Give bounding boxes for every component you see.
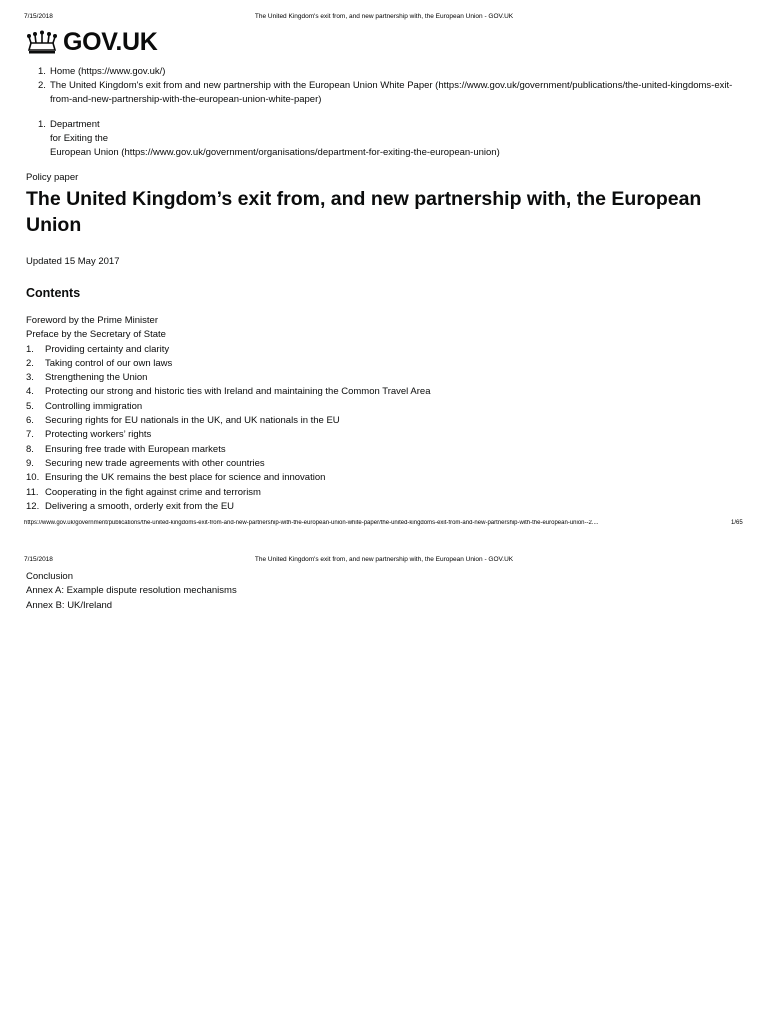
breadcrumb [38,65,748,107]
print-header [0,13,768,23]
contents-item[interactable] [26,500,726,514]
contents-item[interactable] [26,471,726,485]
contents-item[interactable] [26,443,726,457]
contents-heading: Contents [26,286,81,300]
contents-link[interactable]: Controlling immigration [45,400,143,412]
contents-number: 2. [26,357,34,369]
contents-item[interactable] [26,414,726,428]
print-title: The United Kingdom's exit from, and new partnership with, the European Union - GOV.UK [254,556,514,563]
organisation-link[interactable] [50,119,500,158]
contents-number: 7. [26,429,34,441]
contents-link-annex-a[interactable]: Annex A: Example dispute resolution mechanisms [26,585,237,597]
organisation-line-2: for Exiting the [50,133,109,144]
contents-number: 3. [26,372,34,384]
contents-item[interactable] [26,385,726,399]
contents-list-continued [26,570,237,613]
contents-link[interactable]: Providing certainty and clarity [45,343,170,355]
contents-number: 6. [26,415,34,427]
breadcrumb-number: 1. [38,66,46,77]
contents-link-annex-b[interactable]: Annex B: UK/Ireland [26,599,113,611]
contents-number: 11. [26,486,39,498]
organisation-line-3: European Union (https://www.gov.uk/government/organisations/department-for-exiting-the-european-union) [50,147,500,158]
contents-link-preface[interactable]: Preface by the Secretary of State [26,329,166,341]
contents-item[interactable] [26,486,726,500]
contents-item[interactable] [26,428,726,442]
contents-link[interactable]: Taking control of our own laws [45,357,173,369]
contents-item[interactable] [26,343,726,357]
contents-link[interactable]: Cooperating in the fight against crime and terrorism [45,486,261,498]
breadcrumb-item-home[interactable] [38,65,748,79]
contents-number: 12. [26,500,40,512]
contents-link[interactable]: Delivering a smooth, orderly exit from the EU [45,500,235,512]
print-url: https://www.gov.uk/government/publications/the-united-kingdoms-exit-from-and-new-partnership-with-the-european-union-white-paper/the-united-kingdoms-exit-from-and-new-partnership-with-the-european-union--2.... [24,520,599,526]
contents-link[interactable]: Securing rights for EU nationals in the UK, and UK nationals in the EU [45,415,340,427]
contents-link-conclusion[interactable]: Conclusion [26,571,73,582]
contents-number: 10. [26,472,40,484]
contents-link[interactable]: Ensuring the UK remains the best place for science and innovation [45,472,326,484]
contents-item[interactable] [26,400,726,414]
contents-number: 4. [26,386,34,398]
contents-item[interactable] [26,357,726,371]
organisation-number: 1. [38,119,46,130]
breadcrumb-number: 2. [38,80,46,91]
govuk-logo[interactable] [26,27,158,57]
page-title: The United Kingdom’s exit from, and new partnership with, the European Union [26,188,702,236]
print-title: The United Kingdom's exit from, and new partnership with, the European Union - GOV.UK [254,13,514,20]
breadcrumb-link-home[interactable]: Home (https://www.gov.uk/) [50,66,166,77]
updated-date: Updated 15 May 2017 [26,256,120,267]
organisation-line-1: Department [50,119,100,130]
contents-number: 5. [26,400,34,412]
organisation-list [38,118,738,160]
contents-list [26,314,726,514]
crown-icon [26,30,58,54]
contents-item[interactable] [26,457,726,471]
contents-link[interactable]: Securing new trade agreements with other countries [45,457,265,469]
contents-link-foreword[interactable]: Foreword by the Prime Minister [26,315,158,326]
contents-link[interactable]: Ensuring free trade with European markets [45,443,226,455]
logo-text: GOV.UK [63,27,158,56]
contents-number: 9. [26,457,34,469]
contents-link[interactable]: Strengthening the Union [45,372,148,384]
page-number: 1/65 [731,520,743,526]
contents-number: 8. [26,443,34,455]
print-header-page-2 [0,556,768,566]
contents-link[interactable]: Protecting our strong and historic ties with Ireland and maintaining the Common Travel Area [45,386,431,398]
organisation-item[interactable] [38,118,738,160]
print-date: 7/15/2018 [24,13,53,20]
contents-item[interactable] [26,371,726,385]
print-date: 7/15/2018 [24,556,53,563]
contents-number: 1. [26,343,34,355]
print-footer [0,520,768,530]
breadcrumb-item-white-paper[interactable] [38,79,748,107]
breadcrumb-link-white-paper[interactable]: The United Kingdom's exit from and new partnership with the European Union White Paper (https://www.gov.uk/government/publications/the-united-kingdoms-exit-from-and-new-partnership-with-the-european-union-white-paper) [50,80,733,105]
contents-link[interactable]: Protecting workers’ rights [45,429,152,441]
document-type-label: Policy paper [26,172,79,183]
